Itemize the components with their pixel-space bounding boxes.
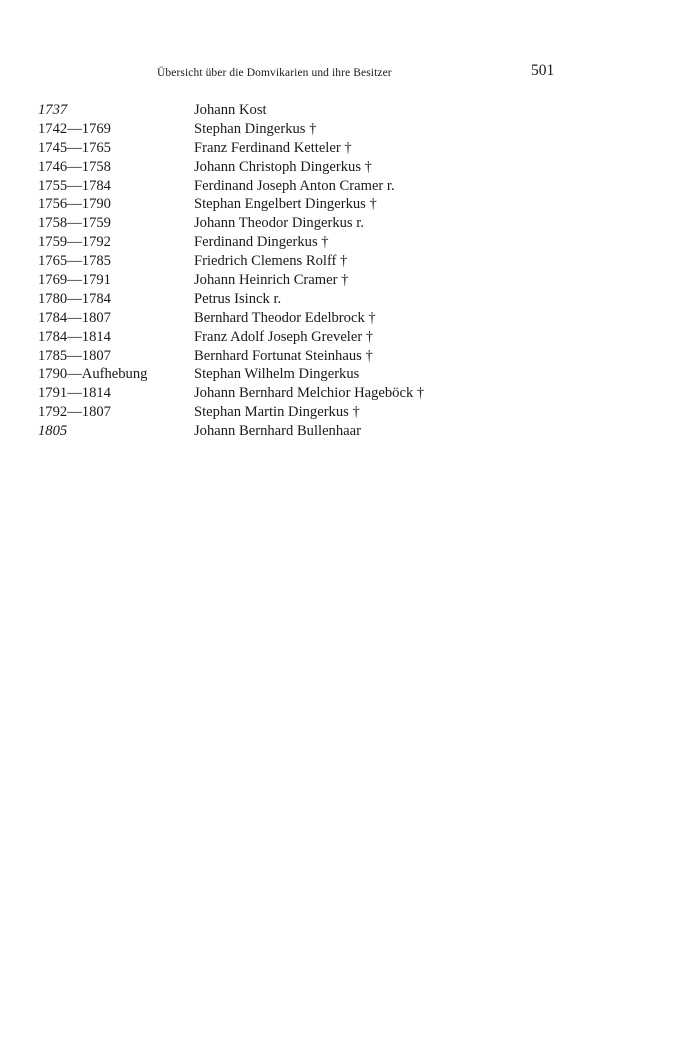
entry-holder: Franz Adolf Joseph Greveler † <box>194 328 374 345</box>
entry-dates: 1780—1784 <box>38 290 111 307</box>
entry-dates: 1792—1807 <box>38 404 111 421</box>
entry-holder: Ferdinand Joseph Anton Cramer r. <box>194 177 395 194</box>
entry-dates: 1790—Aufhebung <box>38 366 148 383</box>
list-item <box>38 101 598 120</box>
entry-holder: Bernhard Fortunat Steinhaus † <box>194 347 373 364</box>
entry-holder: Stephan Wilhelm Dingerkus <box>194 366 360 383</box>
list-item <box>38 403 598 422</box>
entry-holder: Petrus Isinck r. <box>194 290 282 307</box>
entry-dates: 1745—1765 <box>38 139 111 156</box>
entry-holder: Stephan Engelbert Dingerkus † <box>194 196 377 213</box>
entry-dates: 1791—1814 <box>38 385 111 402</box>
running-head <box>0 62 700 86</box>
list-item <box>38 195 598 214</box>
list-item <box>38 384 598 403</box>
entry-holder: Stephan Martin Dingerkus † <box>194 404 360 421</box>
entry-holder: Friedrich Clemens Rolff † <box>194 253 348 270</box>
running-title: Übersicht über die Domvikarien und ihre Besitzer <box>157 67 392 79</box>
list-item <box>38 309 598 328</box>
entry-holder: Johann Theodor Dingerkus r. <box>194 215 364 232</box>
entry-holder: Stephan Dingerkus † <box>194 120 317 137</box>
entry-holder: Johann Bernhard Bullenhaar <box>194 423 361 440</box>
list-item <box>38 422 598 441</box>
entry-dates: 1746—1758 <box>38 158 111 175</box>
entry-dates: 1765—1785 <box>38 253 111 270</box>
list-item <box>38 347 598 366</box>
entry-holder: Bernhard Theodor Edelbrock † <box>194 309 376 326</box>
entry-dates: 1737 <box>38 102 68 118</box>
entry-holder: Johann Heinrich Cramer † <box>194 272 349 289</box>
entry-holder: Johann Bernhard Melchior Hageböck † <box>194 385 425 402</box>
entry-dates: 1758—1759 <box>38 215 111 232</box>
list-item <box>38 139 598 158</box>
entry-holder: Franz Ferdinand Ketteler † <box>194 139 352 156</box>
entry-dates: 1805 <box>38 423 68 440</box>
list-item <box>38 328 598 347</box>
list-item <box>38 252 598 271</box>
list-item <box>38 214 598 233</box>
entry-holder: Johann Kost <box>194 102 267 118</box>
list-item <box>38 233 598 252</box>
page-number: 501 <box>531 62 555 79</box>
list-item <box>38 120 598 139</box>
vicar-list <box>38 101 598 441</box>
list-item <box>38 365 598 384</box>
entry-dates: 1756—1790 <box>38 196 111 213</box>
entry-holder: Ferdinand Dingerkus † <box>194 234 329 251</box>
entry-dates: 1784—1814 <box>38 328 111 345</box>
entry-dates: 1742—1769 <box>38 120 111 137</box>
entry-dates: 1785—1807 <box>38 347 111 364</box>
list-item <box>38 158 598 177</box>
entry-dates: 1759—1792 <box>38 234 111 251</box>
list-item <box>38 290 598 309</box>
entry-dates: 1769—1791 <box>38 272 111 289</box>
entry-dates: 1784—1807 <box>38 309 111 326</box>
entry-dates: 1755—1784 <box>38 177 111 194</box>
list-item <box>38 177 598 196</box>
list-item <box>38 271 598 290</box>
entry-holder: Johann Christoph Dingerkus † <box>194 158 372 175</box>
